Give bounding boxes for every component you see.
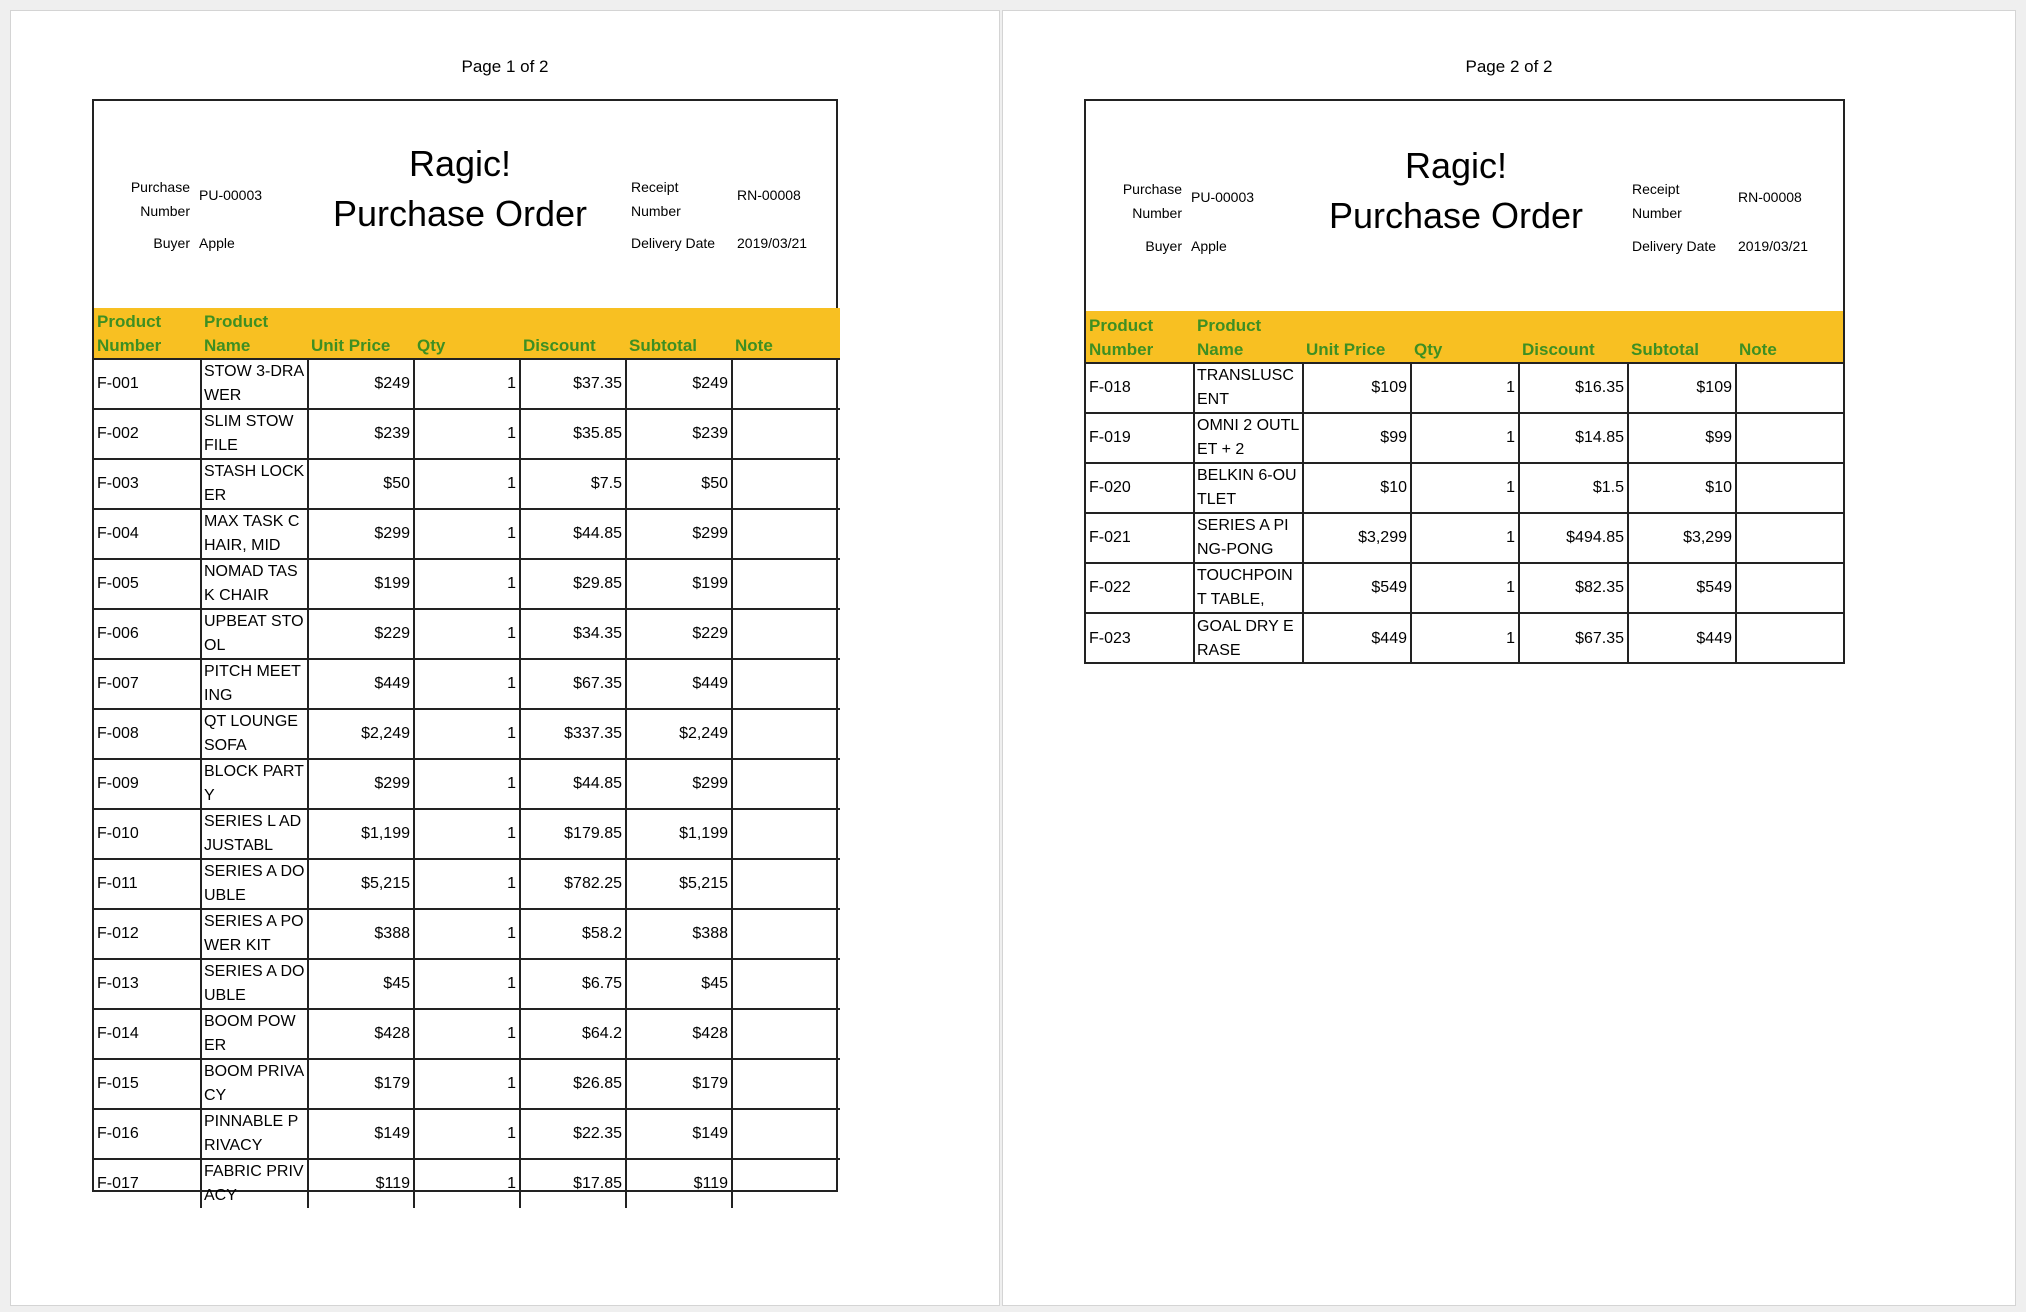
- table-row: [1086, 613, 1843, 663]
- items-table: [1086, 311, 1843, 663]
- receipt-number-label: [631, 175, 681, 223]
- discount-cell: $337.35: [520, 709, 626, 759]
- unit-price-cell: $99: [1303, 413, 1411, 463]
- purchase-number-value: PU-00003: [199, 187, 263, 203]
- table-row: [94, 1009, 840, 1059]
- unit-price-cell: $388: [308, 909, 414, 959]
- product-number-cell: F-020: [1086, 463, 1194, 513]
- product-number-cell: F-003: [94, 459, 201, 509]
- buyer-value: Apple: [199, 235, 235, 251]
- unit-price-cell: $299: [308, 759, 414, 809]
- product-number-cell: F-022: [1086, 563, 1194, 613]
- qty-cell: 1: [414, 859, 520, 909]
- subtotal-cell: $45: [626, 959, 732, 1009]
- table-row: [94, 909, 840, 959]
- buyer-label: Buyer: [153, 235, 190, 251]
- unit-price-cell: $149: [308, 1109, 414, 1159]
- table-header-row: [1086, 311, 1843, 363]
- discount-cell: $22.35: [520, 1109, 626, 1159]
- receipt-number-value: RN-00008: [1738, 189, 1802, 205]
- unit-price-cell: $428: [308, 1009, 414, 1059]
- note-cell: [1736, 363, 1843, 413]
- subtotal-cell: $149: [626, 1109, 732, 1159]
- col-product-name: Product Name: [201, 308, 308, 359]
- title-line2: Purchase Order: [332, 193, 588, 234]
- product-name-cell: QT LOUNGE SOFA: [201, 709, 308, 759]
- col-unit-price: Unit Price: [308, 308, 414, 359]
- unit-price-cell: $1,199: [308, 809, 414, 859]
- note-cell: [732, 609, 840, 659]
- qty-cell: 1: [414, 809, 520, 859]
- col-discount: Discount: [520, 308, 626, 359]
- receipt-label-line2: Number: [631, 203, 681, 219]
- table-row: [94, 1159, 840, 1208]
- subtotal-cell: $449: [1628, 613, 1736, 663]
- qty-cell: 1: [414, 709, 520, 759]
- col-product-number: Product Number: [1086, 311, 1194, 363]
- subtotal-cell: $388: [626, 909, 732, 959]
- table-row: [94, 759, 840, 809]
- table-header-row: [94, 308, 840, 359]
- subtotal-cell: $1,199: [626, 809, 732, 859]
- qty-cell: 1: [1411, 363, 1519, 413]
- product-number-cell: F-017: [94, 1159, 201, 1208]
- subtotal-cell: $179: [626, 1059, 732, 1109]
- discount-cell: $67.35: [1519, 613, 1628, 663]
- discount-cell: $58.2: [520, 909, 626, 959]
- product-name-cell: STOW 3-DRAWER: [201, 359, 308, 409]
- product-number-cell: F-018: [1086, 363, 1194, 413]
- discount-cell: $26.85: [520, 1059, 626, 1109]
- product-number-cell: F-019: [1086, 413, 1194, 463]
- subtotal-cell: $2,249: [626, 709, 732, 759]
- order-header: [94, 101, 836, 308]
- qty-cell: 1: [414, 1009, 520, 1059]
- unit-price-cell: $299: [308, 509, 414, 559]
- col-qty: Qty: [414, 308, 520, 359]
- discount-cell: $7.5: [520, 459, 626, 509]
- note-cell: [1736, 513, 1843, 563]
- qty-cell: 1: [414, 509, 520, 559]
- product-name-cell: PITCH MEETING: [201, 659, 308, 709]
- qty-cell: 1: [414, 609, 520, 659]
- note-cell: [732, 1109, 840, 1159]
- product-number-cell: F-004: [94, 509, 201, 559]
- subtotal-cell: $449: [626, 659, 732, 709]
- col-subtotal: Subtotal: [1628, 311, 1736, 363]
- qty-cell: 1: [1411, 413, 1519, 463]
- subtotal-cell: $10: [1628, 463, 1736, 513]
- product-name-cell: BOOM POWER: [201, 1009, 308, 1059]
- page-label: Page 1 of 2: [461, 57, 549, 76]
- product-number-cell: F-001: [94, 359, 201, 409]
- product-number-cell: F-015: [94, 1059, 201, 1109]
- col-note: Note: [732, 308, 840, 359]
- document-page-2: [1002, 10, 2016, 1306]
- receipt-label-line1: Receipt: [631, 179, 679, 195]
- subtotal-cell: $549: [1628, 563, 1736, 613]
- qty-cell: 1: [414, 1159, 520, 1208]
- qty-cell: 1: [1411, 563, 1519, 613]
- receipt-label-line1: Receipt: [1632, 181, 1680, 197]
- title-line2: Purchase Order: [1328, 195, 1584, 236]
- qty-cell: 1: [414, 359, 520, 409]
- product-name-cell: SERIES A DOUBLE: [201, 959, 308, 1009]
- table-row: [94, 709, 840, 759]
- qty-cell: 1: [414, 1109, 520, 1159]
- table-row: [1086, 413, 1843, 463]
- subtotal-cell: $249: [626, 359, 732, 409]
- discount-cell: $35.85: [520, 409, 626, 459]
- subtotal-cell: $428: [626, 1009, 732, 1059]
- note-cell: [732, 859, 840, 909]
- note-cell: [732, 359, 840, 409]
- table-row: [94, 359, 840, 409]
- discount-cell: $82.35: [1519, 563, 1628, 613]
- table-row: [94, 809, 840, 859]
- page-title: [310, 139, 610, 239]
- purchase-number-value: PU-00003: [1191, 189, 1255, 205]
- product-number-cell: F-021: [1086, 513, 1194, 563]
- unit-price-cell: $50: [308, 459, 414, 509]
- unit-price-cell: $249: [308, 359, 414, 409]
- table-row: [94, 859, 840, 909]
- delivery-date-label: Delivery Date: [1632, 238, 1717, 254]
- qty-cell: 1: [414, 659, 520, 709]
- product-number-cell: F-013: [94, 959, 201, 1009]
- note-cell: [732, 709, 840, 759]
- discount-cell: $64.2: [520, 1009, 626, 1059]
- product-name-cell: BLOCK PARTY: [201, 759, 308, 809]
- product-name-cell: PINNABLE PRIVACY: [201, 1109, 308, 1159]
- table-row: [94, 1059, 840, 1109]
- unit-price-cell: $2,249: [308, 709, 414, 759]
- qty-cell: 1: [414, 909, 520, 959]
- table-body: [94, 359, 840, 1208]
- table-row: [94, 559, 840, 609]
- buyer-value: Apple: [1191, 238, 1227, 254]
- items-table: [94, 308, 840, 1208]
- discount-cell: $17.85: [520, 1159, 626, 1208]
- product-number-cell: F-012: [94, 909, 201, 959]
- product-name-cell: SERIES A PING-PONG: [1194, 513, 1303, 563]
- col-discount: Discount: [1519, 311, 1628, 363]
- product-number-cell: F-005: [94, 559, 201, 609]
- table-row: [94, 659, 840, 709]
- note-cell: [1736, 563, 1843, 613]
- subtotal-cell: $229: [626, 609, 732, 659]
- note-cell: [732, 409, 840, 459]
- table-body: [1086, 363, 1843, 663]
- qty-cell: 1: [414, 959, 520, 1009]
- subtotal-cell: $299: [626, 509, 732, 559]
- product-name-cell: TRANSLUSCENT: [1194, 363, 1303, 413]
- product-name-cell: BOOM PRIVACY: [201, 1059, 308, 1109]
- unit-price-cell: $549: [1303, 563, 1411, 613]
- unit-price-cell: $10: [1303, 463, 1411, 513]
- product-name-cell: SERIES L ADJUSTABL: [201, 809, 308, 859]
- note-cell: [732, 559, 840, 609]
- title-line1: Ragic!: [1404, 145, 1508, 186]
- product-name-cell: SLIM STOW FILE: [201, 409, 308, 459]
- subtotal-cell: $109: [1628, 363, 1736, 413]
- note-cell: [732, 509, 840, 559]
- discount-cell: $6.75: [520, 959, 626, 1009]
- purchase-number-label: [1108, 177, 1182, 225]
- purchase-label-line2: Number: [140, 203, 190, 219]
- note-cell: [1736, 613, 1843, 663]
- discount-cell: $16.35: [1519, 363, 1628, 413]
- discount-cell: $44.85: [520, 759, 626, 809]
- order-header: [1086, 101, 1843, 311]
- table-row: [94, 959, 840, 1009]
- note-cell: [732, 459, 840, 509]
- note-cell: [732, 1059, 840, 1109]
- subtotal-cell: $299: [626, 759, 732, 809]
- product-name-cell: GOAL DRY ERASE: [1194, 613, 1303, 663]
- note-cell: [732, 909, 840, 959]
- unit-price-cell: $449: [308, 659, 414, 709]
- unit-price-cell: $239: [308, 409, 414, 459]
- table-row: [94, 409, 840, 459]
- product-number-cell: F-016: [94, 1109, 201, 1159]
- discount-cell: $37.35: [520, 359, 626, 409]
- receipt-number-value: RN-00008: [737, 187, 801, 203]
- product-name-cell: MAX TASK CHAIR, MID: [201, 509, 308, 559]
- qty-cell: 1: [414, 1059, 520, 1109]
- delivery-date-label: Delivery Date: [631, 235, 716, 251]
- product-name-cell: NOMAD TASK CHAIR: [201, 559, 308, 609]
- product-number-cell: F-010: [94, 809, 201, 859]
- discount-cell: $34.35: [520, 609, 626, 659]
- page-label: Page 2 of 2: [1465, 57, 1553, 76]
- buyer-label: Buyer: [1145, 238, 1182, 254]
- qty-cell: 1: [1411, 613, 1519, 663]
- col-note: Note: [1736, 311, 1843, 363]
- table-row: [94, 1109, 840, 1159]
- product-number-cell: F-007: [94, 659, 201, 709]
- subtotal-cell: $50: [626, 459, 732, 509]
- qty-cell: 1: [1411, 463, 1519, 513]
- unit-price-cell: $229: [308, 609, 414, 659]
- product-name-cell: FABRIC PRIVACY: [201, 1159, 308, 1208]
- table-row: [1086, 563, 1843, 613]
- document-page-1: [10, 10, 1000, 1306]
- col-qty: Qty: [1411, 311, 1519, 363]
- purchase-order-sheet: [92, 99, 838, 1204]
- note-cell: [1736, 463, 1843, 513]
- unit-price-cell: $45: [308, 959, 414, 1009]
- table-row: [94, 459, 840, 509]
- note-cell: [732, 959, 840, 1009]
- col-subtotal: Subtotal: [626, 308, 732, 359]
- unit-price-cell: $109: [1303, 363, 1411, 413]
- col-product-number: Product Number: [94, 308, 201, 359]
- unit-price-cell: $3,299: [1303, 513, 1411, 563]
- col-product-name: Product Name: [1194, 311, 1303, 363]
- delivery-date-value: 2019/03/21: [1738, 238, 1809, 254]
- receipt-label-line2: Number: [1632, 205, 1682, 221]
- purchase-label-line1: Purchase: [130, 179, 190, 195]
- subtotal-cell: $3,299: [1628, 513, 1736, 563]
- product-name-cell: SERIES A POWER KIT: [201, 909, 308, 959]
- discount-cell: $782.25: [520, 859, 626, 909]
- qty-cell: 1: [414, 409, 520, 459]
- note-cell: [1736, 413, 1843, 463]
- purchase-order-sheet: [1084, 99, 1845, 664]
- table-row: [1086, 363, 1843, 413]
- table-row: [94, 509, 840, 559]
- qty-cell: 1: [414, 759, 520, 809]
- product-name-cell: UPBEAT STOOL: [201, 609, 308, 659]
- discount-cell: $179.85: [520, 809, 626, 859]
- discount-cell: $494.85: [1519, 513, 1628, 563]
- subtotal-cell: $239: [626, 409, 732, 459]
- subtotal-cell: $99: [1628, 413, 1736, 463]
- unit-price-cell: $199: [308, 559, 414, 609]
- delivery-date-value: 2019/03/21: [737, 235, 808, 251]
- product-name-cell: OMNI 2 OUTLET + 2: [1194, 413, 1303, 463]
- product-number-cell: F-006: [94, 609, 201, 659]
- unit-price-cell: $449: [1303, 613, 1411, 663]
- product-number-cell: F-002: [94, 409, 201, 459]
- purchase-label-line1: Purchase: [1122, 181, 1182, 197]
- note-cell: [732, 1009, 840, 1059]
- discount-cell: $29.85: [520, 559, 626, 609]
- table-row: [1086, 513, 1843, 563]
- purchase-number-label: [116, 175, 190, 223]
- product-name-cell: SERIES A DOUBLE: [201, 859, 308, 909]
- product-name-cell: BELKIN 6-OUTLET: [1194, 463, 1303, 513]
- product-number-cell: F-008: [94, 709, 201, 759]
- subtotal-cell: $199: [626, 559, 732, 609]
- product-number-cell: F-023: [1086, 613, 1194, 663]
- qty-cell: 1: [414, 459, 520, 509]
- discount-cell: $14.85: [1519, 413, 1628, 463]
- unit-price-cell: $119: [308, 1159, 414, 1208]
- qty-cell: 1: [414, 559, 520, 609]
- title-line1: Ragic!: [408, 143, 512, 184]
- discount-cell: $1.5: [1519, 463, 1628, 513]
- unit-price-cell: $179: [308, 1059, 414, 1109]
- subtotal-cell: $5,215: [626, 859, 732, 909]
- product-name-cell: STASH LOCKER: [201, 459, 308, 509]
- discount-cell: $67.35: [520, 659, 626, 709]
- qty-cell: 1: [1411, 513, 1519, 563]
- purchase-label-line2: Number: [1132, 205, 1182, 221]
- table-row: [1086, 463, 1843, 513]
- note-cell: [732, 809, 840, 859]
- col-unit-price: Unit Price: [1303, 311, 1411, 363]
- product-number-cell: F-014: [94, 1009, 201, 1059]
- product-number-cell: F-009: [94, 759, 201, 809]
- discount-cell: $44.85: [520, 509, 626, 559]
- table-row: [94, 609, 840, 659]
- subtotal-cell: $119: [626, 1159, 732, 1208]
- product-number-cell: F-011: [94, 859, 201, 909]
- receipt-number-label: [1632, 177, 1682, 225]
- note-cell: [732, 759, 840, 809]
- note-cell: [732, 1159, 840, 1208]
- product-name-cell: TOUCHPOINT TABLE,: [1194, 563, 1303, 613]
- note-cell: [732, 659, 840, 709]
- unit-price-cell: $5,215: [308, 859, 414, 909]
- page-title: [1306, 141, 1606, 241]
